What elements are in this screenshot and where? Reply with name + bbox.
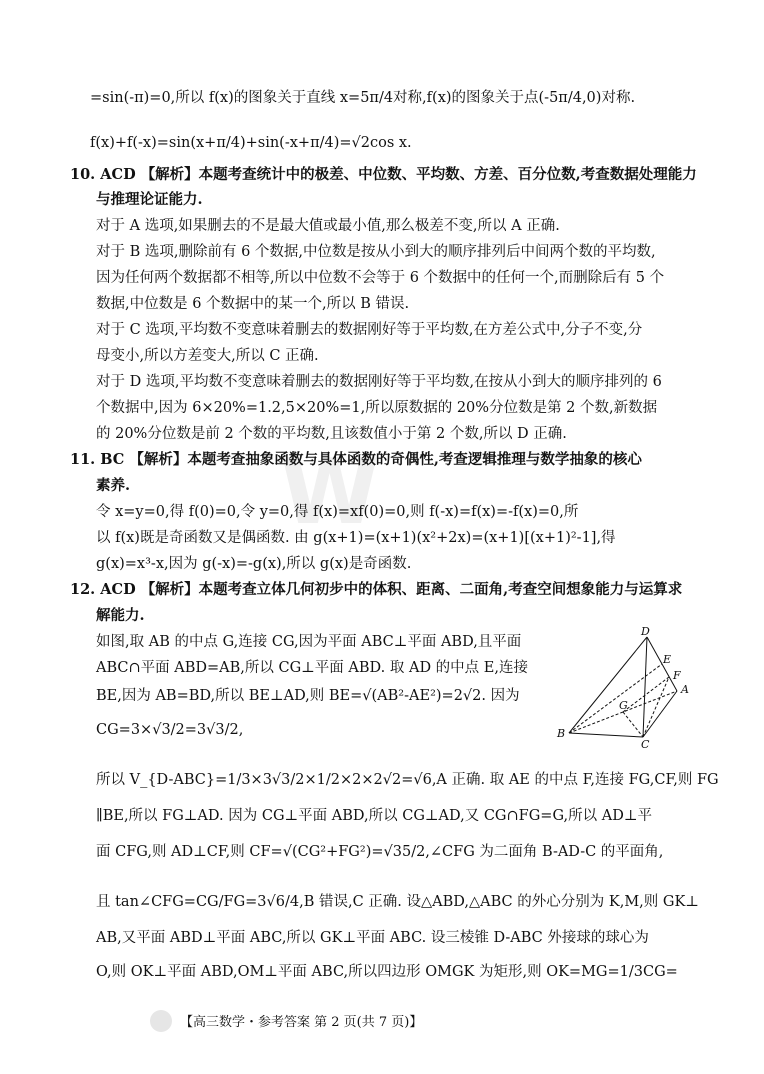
text-line: AB,又平面 ABD⊥平面 ABC,所以 GK⊥平面 ABC. 设三棱锥 D-ABC 外接球的球心为: [96, 930, 649, 946]
figure-label: D: [641, 625, 650, 638]
text-line: 对于 C 选项,平均数不变意味着删去的数据刚好等于平均数,在方差公式中,分子不变,分: [96, 322, 643, 338]
text-line: f(x)+f(-x)=sin(x+π/4)+sin(-x+π/4)=√2cos x.: [90, 135, 412, 151]
text-line: 所以 V_{D-ABC}=1/3×3√3/2×1/2×2×2√2=√6,A 正确. 取 AE 的中点 F,连接 FG,CF,则 FG: [96, 772, 719, 788]
text-line: CG=3×√3/2=3√3/2,: [96, 722, 244, 738]
text-line: 因为任何两个数据都不相等,所以中位数不会等于 6 个数据中的任何一个,而删除后有 5 个: [96, 270, 665, 286]
tetrahedron-figure: [555, 625, 715, 750]
page-footer: 【高三数学・参考答案 第 2 页(共 7 页)】: [180, 1015, 423, 1030]
text-line: 以 f(x)既是奇函数又是偶函数. 由 g(x+1)=(x+1)(x²+2x)=(x+1)[(x+1)²-1],得: [96, 530, 616, 546]
text-line: 母变小,所以方差变大,所以 C 正确.: [96, 348, 319, 364]
figure-label: G: [619, 699, 628, 712]
answer-12-heading: 12. ACD 【解析】本题考查立体几何初步中的体积、距离、二面角,考查空间想象能力与运算求: [70, 581, 683, 598]
text-line: 素养.: [96, 477, 131, 494]
watermark: W: [280, 440, 380, 545]
figure-label: F: [673, 669, 681, 682]
figure-label: E: [663, 653, 672, 666]
answer-11-heading: 11. BC 【解析】本题考查抽象函数与具体函数的奇偶性,考查逻辑推理与数学抽象的核心: [70, 451, 642, 468]
text-line: 解能力.: [96, 607, 145, 624]
text-line: BE,因为 AB=BD,所以 BE⊥AD,则 BE=√(AB²-AE²)=2√2. 因为: [96, 688, 520, 704]
text-line: 数据,中位数是 6 个数据中的某一个,所以 B 错误.: [96, 296, 410, 312]
text-line: 如图,取 AB 的中点 G,连接 CG,因为平面 ABC⊥平面 ABD,且平面: [96, 634, 522, 650]
text-line: g(x)=x³-x,因为 g(-x)=-g(x),所以 g(x)是奇函数.: [96, 556, 412, 572]
text-line: 且 tan∠CFG=CG/FG=3√6/4,B 错误,C 正确. 设△ABD,△ABC 的外心分别为 K,M,则 GK⊥: [96, 894, 699, 910]
text-line: O,则 OK⊥平面 ABD,OM⊥平面 ABC,所以四边形 OMGK 为矩形,则 OK=MG=1/3CG=: [96, 964, 678, 980]
text-line: 对于 D 选项,平均数不变意味着删去的数据刚好等于平均数,在按从小到大的顺序排列的 6: [96, 374, 662, 390]
text-line: 对于 A 选项,如果删去的不是最大值或最小值,那么极差不变,所以 A 正确.: [96, 218, 560, 234]
text-line: =sin(-π)=0,所以 f(x)的图象关于直线 x=5π/4对称,f(x)的图象关于点(-5π/4,0)对称.: [90, 90, 636, 106]
text-line: 与推理论证能力.: [96, 191, 203, 208]
text-line: 令 x=y=0,得 f(0)=0,令 y=0,得 f(x)=xf(0)=0,则 f(-x)=f(x)=-f(x)=0,所: [96, 504, 579, 520]
text-line: 面 CFG,则 AD⊥CF,则 CF=√(CG²+FG²)=√35/2,∠CFG 为二面角 B-AD-C 的平面角,: [96, 844, 664, 860]
rocket-logo-icon: [150, 1010, 172, 1032]
figure-label: A: [681, 683, 689, 696]
figure-label: C: [641, 738, 650, 750]
text-line: 个数据中,因为 6×20%=1.2,5×20%=1,所以原数据的 20%分位数是第 2 个数,新数据: [96, 400, 658, 416]
text-line: ABC∩平面 ABD=AB,所以 CG⊥平面 ABD. 取 AD 的中点 E,连接: [96, 660, 528, 676]
answer-10-heading: 10. ACD 【解析】本题考查统计中的极差、中位数、平均数、方差、百分位数,考查数据处理能力: [70, 166, 697, 183]
text-line: 对于 B 选项,删除前有 6 个数据,中位数是按从小到大的顺序排列后中间两个数的平均数,: [96, 244, 656, 260]
figure-label: B: [557, 727, 566, 740]
text-line: 的 20%分位数是前 2 个数的平均数,且该数值小于第 2 个数,所以 D 正确.: [96, 426, 567, 442]
text-line: ∥BE,所以 FG⊥AD. 因为 CG⊥平面 ABD,所以 CG⊥AD,又 CG∩FG=G,所以 AD⊥平: [96, 808, 652, 824]
